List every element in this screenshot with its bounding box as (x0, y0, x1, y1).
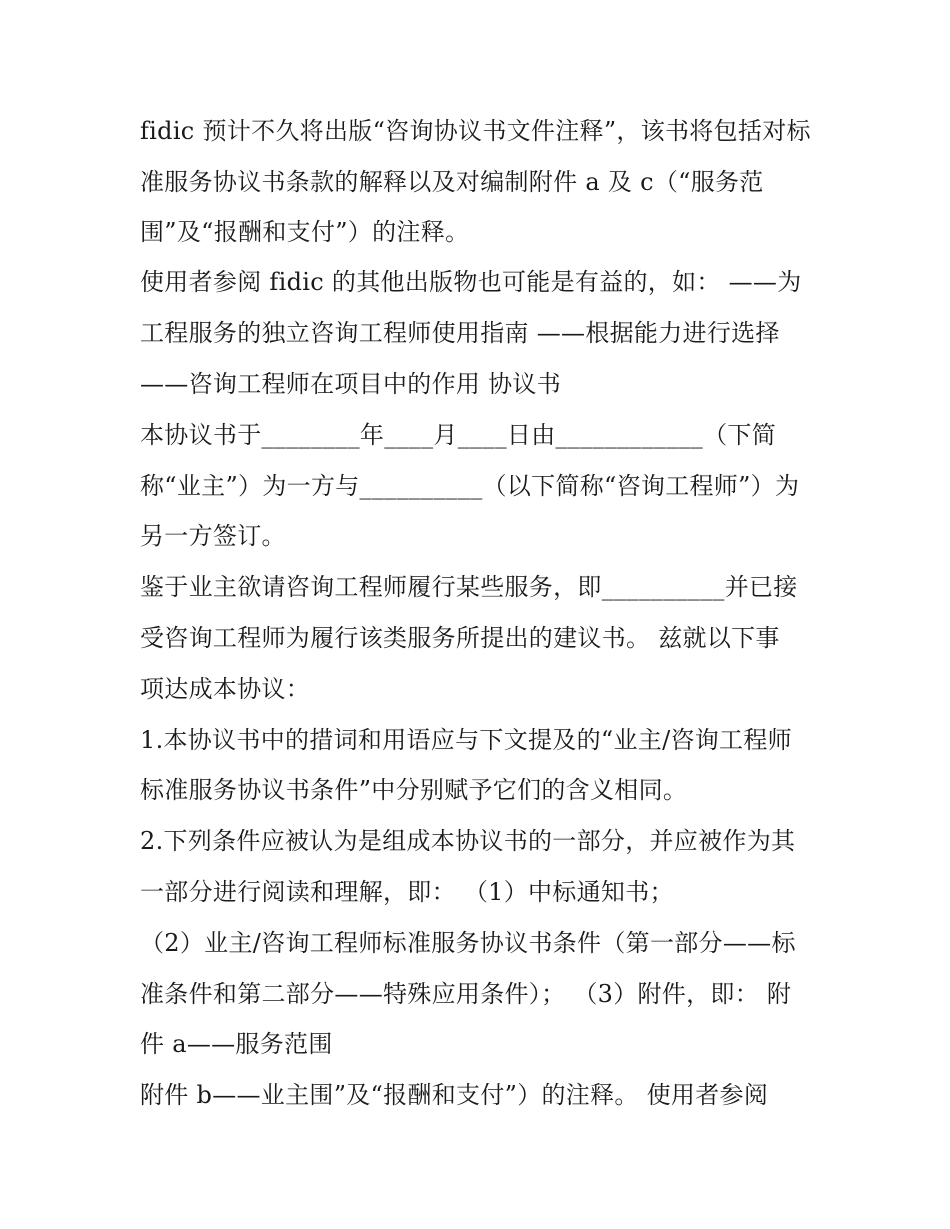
text-line: ——咨询工程师在项目中的作用 协议书 (140, 370, 562, 398)
text-line: 本协议书于________年____月____日由____________（下简 (140, 421, 776, 449)
text-line: 项达成本协议： (140, 675, 311, 703)
text-line: 鉴于业主欲请咨询工程师履行某些服务，即__________并已接 (140, 573, 798, 601)
text-line: 件 a——服务范围 (140, 1030, 333, 1058)
text-line: 另一方签订。 (140, 522, 286, 550)
text-line: 围”及“报酬和支付”）的注释。 (140, 218, 470, 246)
text-line: 准条件和第二部分——特殊应用条件）； （3）附件，即： 附 (140, 980, 792, 1008)
text-line: 标准服务协议书条件”中分别赋予它们的含义相同。 (140, 776, 688, 804)
text-line: 一部分进行阅读和理解，即： （1）中标通知书； (140, 878, 674, 906)
text-line: 2.下列条件应被认为是组成本协议书的一部分，并应被作为其 (140, 827, 796, 855)
text-line: 工程服务的独立咨询工程师使用指南 ——根据能力进行选择 (140, 319, 780, 347)
text-line: 准服务协议书条款的解释以及对编制附件 a 及 c（“服务范 (140, 168, 764, 196)
text-line: 使用者参阅 fidic 的其他出版物也可能是有益的，如： ——为 (140, 268, 802, 296)
text-line: 称“业主”）为一方与__________（以下简称“咨询工程师”）为 (140, 472, 800, 500)
text-line: 1.本协议书中的措词和用语应与下文提及的“业主/咨询工程师 (140, 726, 792, 754)
text-line: （2）业主/咨询工程师标准服务协议书条件（第一部分——标 (140, 929, 796, 957)
text-line: 受咨询工程师为履行该类服务所提出的建议书。 兹就以下事 (140, 624, 780, 652)
text-line: 附件 b——业主围”及“报酬和支付”）的注释。 使用者参阅 (140, 1081, 769, 1109)
text-line: fidic 预计不久将出版“咨询协议书文件注释”，该书将包括对标 (140, 117, 811, 145)
